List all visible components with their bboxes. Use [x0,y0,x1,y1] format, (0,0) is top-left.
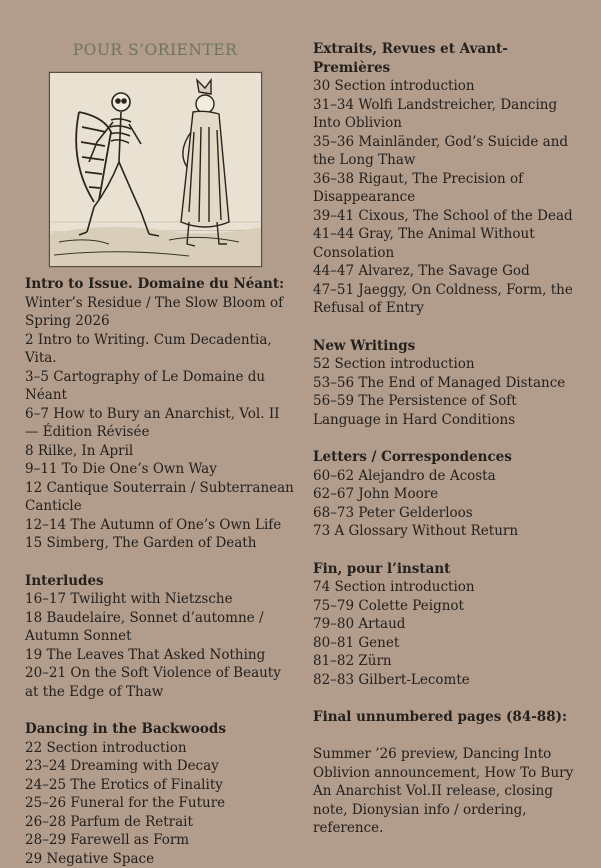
toc-entry: 56–59 The Persistence of Soft Language in Hard Conditions [313,392,583,429]
section-title: Interludes [25,572,297,591]
toc-entry: 44–47 Alvarez, The Savage God [313,262,583,281]
toc-entry: 23–24 Dreaming with Decay [25,757,297,776]
toc-entry: 28–29 Farewell as Form [25,831,297,850]
toc-entry: 15 Simberg, The Garden of Death [25,534,297,553]
woodcut-illustration [49,72,262,267]
toc-entry: 73 A Glossary Without Return [313,522,583,541]
section-title: New Writings [313,337,583,356]
toc-entry: 18 Baudelaire, Sonnet d’automne / Autumn Sonnet [25,609,297,646]
toc-entry: 8 Rilke, In April [25,442,297,461]
toc-entry: 62–67 John Moore [313,485,583,504]
toc-entry [313,727,583,746]
toc-entry: 35–36 Mainländer, God’s Suicide and the Long Thaw [313,133,583,170]
toc-entry: 36–38 Rigaut, The Precision of Disappearance [313,170,583,207]
toc-entry: 60–62 Alejandro de Acosta [313,467,583,486]
toc-entry: 79–80 Artaud [313,615,583,634]
left-toc [25,275,297,868]
toc-entry: 12–14 The Autumn of One’s Own Life [25,516,297,535]
toc-entry: 29 Negative Space [25,850,297,868]
toc-entry: 81–82 Zürn [313,652,583,671]
toc-entry: 6–7 How to Bury an Anarchist, Vol. II — Édition Révisée [25,405,297,442]
right-toc [313,40,583,838]
section-gap [25,701,297,720]
toc-entry: 26–28 Parfum de Retrait [25,813,297,832]
toc-entry: 47–51 Jaeggy, On Coldness, Form, the Refusal of Entry [313,281,583,318]
toc-entry: 22 Section introduction [25,739,297,758]
toc-entry: 53–56 The End of Managed Distance [313,374,583,393]
toc-entry: 31–34 Wolfi Landstreicher, Dancing Into Oblivion [313,96,583,133]
danse-macabre-woodcut [48,71,263,268]
section-title: Dancing in the Backwoods [25,720,297,739]
toc-entry: 16–17 Twilight with Nietzsche [25,590,297,609]
toc-entry: 52 Section introduction [313,355,583,374]
section-title: Fin, pour l’instant [313,560,583,579]
toc-entry: 39–41 Cixous, The School of the Dead [313,207,583,226]
section-gap [313,429,583,448]
toc-entry: 3–5 Cartography of Le Domaine du Néant [25,368,297,405]
toc-entry: 74 Section introduction [313,578,583,597]
section-title: Extraits, Revues et Avant-Premières [313,40,583,77]
section-gap [313,541,583,560]
toc-entry: 75–79 Colette Peignot [313,597,583,616]
toc-entry: 20–21 On the Soft Violence of Beauty at the Edge of Thaw [25,664,297,701]
section-title: Intro to Issue. Domaine du Néant: [25,275,297,294]
toc-entry: Winter’s Residue / The Slow Bloom of Spring 2026 [25,294,297,331]
section-gap [313,318,583,337]
toc-entry: Summer ’26 preview, Dancing Into Oblivion announcement, How To Bury An Anarchist Vol.II release, closing note, Dionysian info / ordering, reference. [313,745,583,838]
page-title: POUR S’ORIENTER [25,41,285,59]
toc-entry: 12 Cantique Souterrain / Subterranean Canticle [25,479,297,516]
toc-entry: 80–81 Genet [313,634,583,653]
section-gap [25,553,297,572]
toc-entry: 19 The Leaves That Asked Nothing [25,646,297,665]
toc-entry: 25–26 Funeral for the Future [25,794,297,813]
toc-entry: 9–11 To Die One’s Own Way [25,460,297,479]
section-gap [313,689,583,708]
toc-entry: 82–83 Gilbert-Lecomte [313,671,583,690]
toc-entry: 2 Intro to Writing. Cum Decadentia, Vita. [25,331,297,368]
toc-entry: 30 Section introduction [313,77,583,96]
toc-entry: 68–73 Peter Gelderloos [313,504,583,523]
toc-entry: 24–25 The Erotics of Finality [25,776,297,795]
toc-entry: 41–44 Gray, The Animal Without Consolation [313,225,583,262]
section-title: Letters / Correspondences [313,448,583,467]
section-title: Final unnumbered pages (84-88): [313,708,583,727]
